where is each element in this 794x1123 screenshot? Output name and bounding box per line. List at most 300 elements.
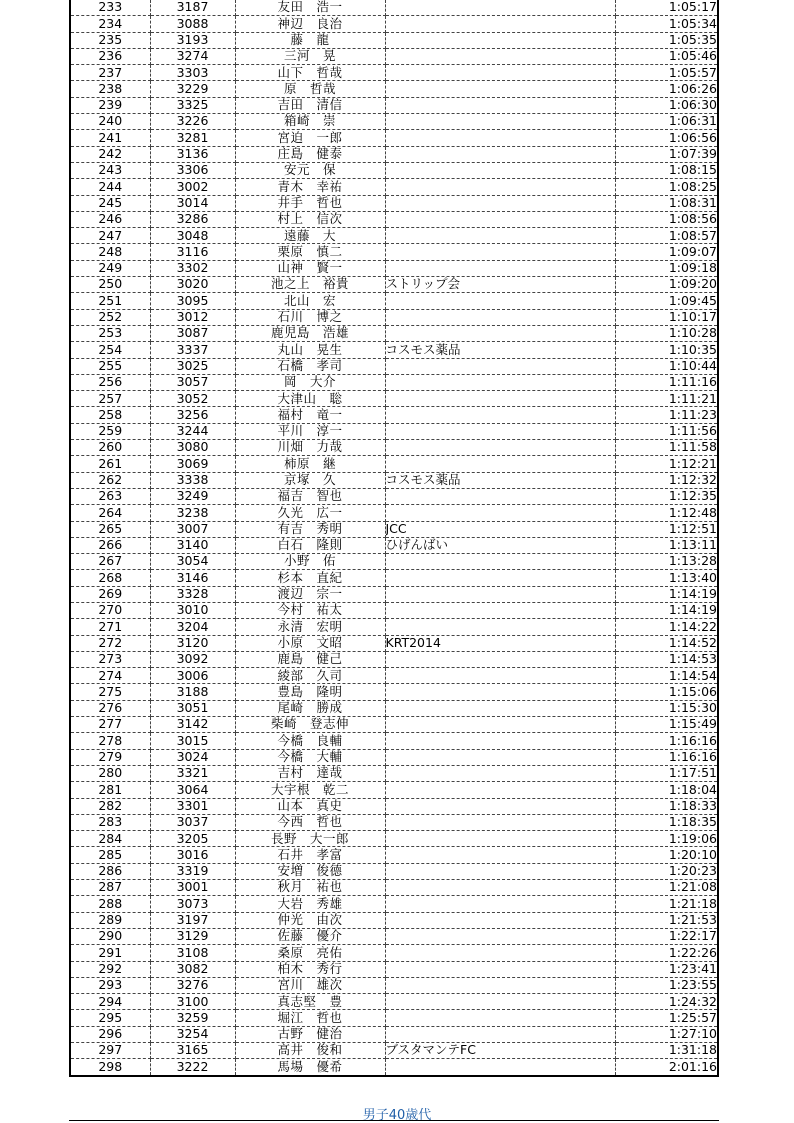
team-cell: [385, 994, 615, 1010]
team-cell: JCC: [385, 521, 615, 537]
table-row: [70, 749, 718, 765]
table-row: [70, 1026, 718, 1042]
runner-name-cell: 堀江 哲也: [235, 1010, 385, 1026]
runner-name-cell: 庄島 健泰: [235, 146, 385, 162]
runner-name-cell: 永清 宏明: [235, 619, 385, 635]
finish-time-cell: 1:14:52: [615, 635, 718, 651]
team-cell: [385, 114, 615, 130]
team-cell: [385, 847, 615, 863]
finish-time-cell: 1:12:35: [615, 488, 718, 504]
bib-number-cell: 3303: [150, 65, 235, 81]
finish-time-cell: 1:13:28: [615, 554, 718, 570]
finish-time-cell: 1:05:57: [615, 65, 718, 81]
finish-time-cell: 1:10:35: [615, 342, 718, 358]
bib-number-cell: 3014: [150, 195, 235, 211]
runner-name-cell: 柏木 秀行: [235, 961, 385, 977]
finish-time-cell: 1:10:17: [615, 309, 718, 325]
finish-time-cell: 1:13:11: [615, 537, 718, 553]
team-cell: [385, 684, 615, 700]
bib-number-cell: 3238: [150, 505, 235, 521]
runner-name-cell: 安増 俊德: [235, 863, 385, 879]
finish-time-cell: 1:08:25: [615, 179, 718, 195]
bib-number-cell: 3325: [150, 97, 235, 113]
runner-name-cell: 石橋 孝司: [235, 358, 385, 374]
table-row: [70, 928, 718, 944]
rank-cell: 290: [70, 928, 150, 944]
rank-cell: 268: [70, 570, 150, 586]
team-cell: ブスタマンテFC: [385, 1043, 615, 1059]
team-cell: [385, 814, 615, 830]
team-cell: [385, 488, 615, 504]
runner-name-cell: 川畑 力哉: [235, 440, 385, 456]
team-cell: [385, 668, 615, 684]
team-cell: ストリップ会: [385, 277, 615, 293]
bib-number-cell: 3286: [150, 211, 235, 227]
rank-cell: 261: [70, 456, 150, 472]
runner-name-cell: 山神 賢一: [235, 260, 385, 276]
bib-number-cell: 3193: [150, 32, 235, 48]
finish-time-cell: 1:21:08: [615, 880, 718, 896]
team-cell: [385, 374, 615, 390]
team-cell: [385, 146, 615, 162]
finish-time-cell: 1:23:55: [615, 977, 718, 993]
rank-cell: 242: [70, 146, 150, 162]
bib-number-cell: 3136: [150, 146, 235, 162]
finish-time-cell: 1:11:21: [615, 391, 718, 407]
table-row: [70, 505, 718, 521]
bib-number-cell: 3016: [150, 847, 235, 863]
rank-cell: 238: [70, 81, 150, 97]
rank-cell: 280: [70, 765, 150, 781]
table-row: [70, 244, 718, 260]
table-row: [70, 586, 718, 602]
finish-time-cell: 1:14:22: [615, 619, 718, 635]
table-row: [70, 977, 718, 993]
bib-number-cell: 3188: [150, 684, 235, 700]
table-row: [70, 407, 718, 423]
bib-number-cell: 3087: [150, 325, 235, 341]
runner-name-cell: 井手 哲也: [235, 195, 385, 211]
table-row: [70, 472, 718, 488]
team-cell: [385, 765, 615, 781]
runner-name-cell: 友田 浩一: [235, 0, 385, 16]
finish-time-cell: 1:11:16: [615, 374, 718, 390]
team-cell: [385, 651, 615, 667]
team-cell: [385, 586, 615, 602]
team-cell: [385, 798, 615, 814]
table-row: [70, 423, 718, 439]
rank-cell: 243: [70, 162, 150, 178]
table-row: [70, 32, 718, 48]
team-cell: [385, 912, 615, 928]
runner-name-cell: 馬場 優希: [235, 1059, 385, 1076]
rank-cell: 236: [70, 48, 150, 64]
runner-name-cell: 遠藤 大: [235, 228, 385, 244]
finish-time-cell: 1:21:18: [615, 896, 718, 912]
bib-number-cell: 3205: [150, 831, 235, 847]
bib-number-cell: 3256: [150, 407, 235, 423]
runner-name-cell: 今橋 良輔: [235, 733, 385, 749]
team-cell: [385, 228, 615, 244]
runner-name-cell: 白石 隆則: [235, 537, 385, 553]
finish-time-cell: 2:01:16: [615, 1059, 718, 1076]
rank-cell: 277: [70, 717, 150, 733]
finish-time-cell: 1:09:18: [615, 260, 718, 276]
finish-time-cell: 1:27:10: [615, 1026, 718, 1042]
runner-name-cell: 今村 祐太: [235, 602, 385, 618]
rank-cell: 271: [70, 619, 150, 635]
team-cell: [385, 407, 615, 423]
rank-cell: 272: [70, 635, 150, 651]
team-cell: [385, 423, 615, 439]
runner-name-cell: 三河 晃: [235, 48, 385, 64]
table-row: [70, 782, 718, 798]
team-cell: [385, 16, 615, 32]
finish-time-cell: 1:06:31: [615, 114, 718, 130]
table-row: [70, 521, 718, 537]
finish-time-cell: 1:08:57: [615, 228, 718, 244]
table-row: [70, 880, 718, 896]
runner-name-cell: 柴崎 登志伸: [235, 717, 385, 733]
finish-time-cell: 1:24:32: [615, 994, 718, 1010]
runner-name-cell: 渡辺 宗一: [235, 586, 385, 602]
rank-cell: 250: [70, 277, 150, 293]
runner-name-cell: 杉本 直紀: [235, 570, 385, 586]
runner-name-cell: 平川 淳一: [235, 423, 385, 439]
bib-number-cell: 3129: [150, 928, 235, 944]
table-row: [70, 994, 718, 1010]
runner-name-cell: 安元 保: [235, 162, 385, 178]
finish-time-cell: 1:18:04: [615, 782, 718, 798]
finish-time-cell: 1:05:35: [615, 32, 718, 48]
runner-name-cell: 今西 哲也: [235, 814, 385, 830]
finish-time-cell: 1:14:19: [615, 602, 718, 618]
table-row: [70, 456, 718, 472]
bib-number-cell: 3321: [150, 765, 235, 781]
rank-cell: 254: [70, 342, 150, 358]
rank-cell: 282: [70, 798, 150, 814]
bib-number-cell: 3259: [150, 1010, 235, 1026]
finish-time-cell: 1:05:34: [615, 16, 718, 32]
table-row: [70, 81, 718, 97]
rank-cell: 284: [70, 831, 150, 847]
runner-name-cell: 綾部 久司: [235, 668, 385, 684]
table-row: [70, 65, 718, 81]
bib-number-cell: 3222: [150, 1059, 235, 1076]
table-row: [70, 945, 718, 961]
bib-number-cell: 3146: [150, 570, 235, 586]
table-row: [70, 1059, 718, 1076]
table-row: [70, 48, 718, 64]
finish-time-cell: 1:14:54: [615, 668, 718, 684]
runner-name-cell: 真志堅 豊: [235, 994, 385, 1010]
team-cell: [385, 48, 615, 64]
table-row: [70, 440, 718, 456]
bib-number-cell: 3064: [150, 782, 235, 798]
team-cell: [385, 863, 615, 879]
table-row: [70, 16, 718, 32]
runner-name-cell: 箱崎 崇: [235, 114, 385, 130]
results-table: [69, 0, 719, 1077]
finish-time-cell: 1:21:53: [615, 912, 718, 928]
finish-time-cell: 1:17:51: [615, 765, 718, 781]
table-row: [70, 391, 718, 407]
category-title: 男子40歳代: [362, 1108, 432, 1123]
finish-time-cell: 1:10:28: [615, 325, 718, 341]
bib-number-cell: 3080: [150, 440, 235, 456]
rank-cell: 233: [70, 0, 150, 16]
finish-time-cell: 1:12:48: [615, 505, 718, 521]
table-row: [70, 733, 718, 749]
runner-name-cell: 有吉 秀明: [235, 521, 385, 537]
team-cell: [385, 831, 615, 847]
bib-number-cell: 3082: [150, 961, 235, 977]
team-cell: [385, 749, 615, 765]
rank-cell: 258: [70, 407, 150, 423]
rank-cell: 253: [70, 325, 150, 341]
rank-cell: 285: [70, 847, 150, 863]
rank-cell: 275: [70, 684, 150, 700]
table-row: [70, 179, 718, 195]
runner-name-cell: 京塚 久: [235, 472, 385, 488]
bib-number-cell: 3073: [150, 896, 235, 912]
rank-cell: 288: [70, 896, 150, 912]
bib-number-cell: 3276: [150, 977, 235, 993]
rank-cell: 297: [70, 1043, 150, 1059]
finish-time-cell: 1:11:56: [615, 423, 718, 439]
bib-number-cell: 3337: [150, 342, 235, 358]
table-row: [70, 342, 718, 358]
finish-time-cell: 1:08:31: [615, 195, 718, 211]
bib-number-cell: 3054: [150, 554, 235, 570]
bib-number-cell: 3249: [150, 488, 235, 504]
team-cell: [385, 309, 615, 325]
bib-number-cell: 3010: [150, 602, 235, 618]
finish-time-cell: 1:22:26: [615, 945, 718, 961]
rank-cell: 269: [70, 586, 150, 602]
runner-name-cell: 原 哲哉: [235, 81, 385, 97]
runner-name-cell: 仲光 由次: [235, 912, 385, 928]
bib-number-cell: 3120: [150, 635, 235, 651]
runner-name-cell: 小原 文昭: [235, 635, 385, 651]
bib-number-cell: 3319: [150, 863, 235, 879]
rank-cell: 248: [70, 244, 150, 260]
team-cell: [385, 570, 615, 586]
finish-time-cell: 1:22:17: [615, 928, 718, 944]
finish-time-cell: 1:23:41: [615, 961, 718, 977]
bib-number-cell: 3095: [150, 293, 235, 309]
team-cell: [385, 244, 615, 260]
table-row: [70, 228, 718, 244]
rank-cell: 235: [70, 32, 150, 48]
rank-cell: 244: [70, 179, 150, 195]
team-cell: [385, 81, 615, 97]
table-row: [70, 651, 718, 667]
table-row: [70, 374, 718, 390]
table-row: [70, 211, 718, 227]
table-row: [70, 700, 718, 716]
team-cell: [385, 896, 615, 912]
rank-cell: 247: [70, 228, 150, 244]
rank-cell: 252: [70, 309, 150, 325]
rank-cell: 267: [70, 554, 150, 570]
rank-cell: 294: [70, 994, 150, 1010]
runner-name-cell: 鹿児島 浩雄: [235, 325, 385, 341]
rank-cell: 287: [70, 880, 150, 896]
rank-cell: 273: [70, 651, 150, 667]
runner-name-cell: 吉田 清信: [235, 97, 385, 113]
bib-number-cell: 3302: [150, 260, 235, 276]
rank-cell: 265: [70, 521, 150, 537]
rank-cell: 260: [70, 440, 150, 456]
team-cell: コスモス薬品: [385, 342, 615, 358]
rank-cell: 293: [70, 977, 150, 993]
rank-cell: 237: [70, 65, 150, 81]
team-cell: [385, 179, 615, 195]
finish-time-cell: 1:18:33: [615, 798, 718, 814]
rank-cell: 276: [70, 700, 150, 716]
team-cell: [385, 32, 615, 48]
team-cell: [385, 733, 615, 749]
finish-time-cell: 1:06:30: [615, 97, 718, 113]
finish-time-cell: 1:16:16: [615, 749, 718, 765]
runner-name-cell: 久光 広一: [235, 505, 385, 521]
bib-number-cell: 3108: [150, 945, 235, 961]
rank-cell: 239: [70, 97, 150, 113]
finish-time-cell: 1:09:07: [615, 244, 718, 260]
finish-time-cell: 1:05:46: [615, 48, 718, 64]
rank-cell: 283: [70, 814, 150, 830]
team-cell: [385, 700, 615, 716]
runner-name-cell: 山下 哲哉: [235, 65, 385, 81]
rank-cell: 281: [70, 782, 150, 798]
table-row: [70, 847, 718, 863]
table-row: [70, 814, 718, 830]
rank-cell: 286: [70, 863, 150, 879]
rank-cell: 296: [70, 1026, 150, 1042]
runner-name-cell: 石井 孝富: [235, 847, 385, 863]
finish-time-cell: 1:09:45: [615, 293, 718, 309]
runner-name-cell: 池之上 裕貴: [235, 277, 385, 293]
finish-time-cell: 1:15:49: [615, 717, 718, 733]
runner-name-cell: 大岩 秀雄: [235, 896, 385, 912]
runner-name-cell: 藤 龍: [235, 32, 385, 48]
team-cell: [385, 880, 615, 896]
finish-time-cell: 1:25:57: [615, 1010, 718, 1026]
team-cell: [385, 293, 615, 309]
rank-cell: 279: [70, 749, 150, 765]
table-row: [70, 798, 718, 814]
bib-number-cell: 3281: [150, 130, 235, 146]
rank-cell: 263: [70, 488, 150, 504]
rank-cell: 251: [70, 293, 150, 309]
team-cell: [385, 505, 615, 521]
finish-time-cell: 1:06:56: [615, 130, 718, 146]
finish-time-cell: 1:12:21: [615, 456, 718, 472]
bib-number-cell: 3025: [150, 358, 235, 374]
rank-cell: 256: [70, 374, 150, 390]
table-row: [70, 146, 718, 162]
table-row: [70, 896, 718, 912]
bib-number-cell: 3140: [150, 537, 235, 553]
table-row: [70, 831, 718, 847]
table-row: [70, 277, 718, 293]
team-cell: [385, 260, 615, 276]
rank-cell: 246: [70, 211, 150, 227]
runner-name-cell: 古野 健治: [235, 1026, 385, 1042]
team-cell: [385, 195, 615, 211]
bib-number-cell: 3052: [150, 391, 235, 407]
bib-number-cell: 3165: [150, 1043, 235, 1059]
bib-number-cell: 3007: [150, 521, 235, 537]
team-cell: [385, 211, 615, 227]
bib-number-cell: 3048: [150, 228, 235, 244]
bib-number-cell: 3069: [150, 456, 235, 472]
bib-number-cell: 3092: [150, 651, 235, 667]
team-cell: [385, 1059, 615, 1076]
table-row: [70, 162, 718, 178]
bib-number-cell: 3088: [150, 16, 235, 32]
rank-cell: 274: [70, 668, 150, 684]
runner-name-cell: 尾崎 勝成: [235, 700, 385, 716]
team-cell: [385, 928, 615, 944]
table-row: [70, 1043, 718, 1059]
runner-name-cell: 宮迫 一郎: [235, 130, 385, 146]
team-cell: [385, 440, 615, 456]
finish-time-cell: 1:19:06: [615, 831, 718, 847]
finish-time-cell: 1:08:15: [615, 162, 718, 178]
bib-number-cell: 3187: [150, 0, 235, 16]
team-cell: [385, 0, 615, 16]
finish-time-cell: 1:12:51: [615, 521, 718, 537]
runner-name-cell: 栗原 慎二: [235, 244, 385, 260]
team-cell: [385, 358, 615, 374]
bib-number-cell: 3274: [150, 48, 235, 64]
finish-time-cell: 1:18:35: [615, 814, 718, 830]
team-cell: [385, 619, 615, 635]
bib-number-cell: 3328: [150, 586, 235, 602]
rank-cell: 295: [70, 1010, 150, 1026]
runner-name-cell: 鹿島 健己: [235, 651, 385, 667]
runner-name-cell: 宮川 雄次: [235, 977, 385, 993]
team-cell: [385, 945, 615, 961]
finish-time-cell: 1:31:18: [615, 1043, 718, 1059]
finish-time-cell: 1:14:53: [615, 651, 718, 667]
finish-time-cell: 1:11:23: [615, 407, 718, 423]
runner-name-cell: 長野 大一郎: [235, 831, 385, 847]
runner-name-cell: 岡 大介: [235, 374, 385, 390]
runner-name-cell: 丸山 晃生: [235, 342, 385, 358]
table-row: [70, 309, 718, 325]
finish-time-cell: 1:09:20: [615, 277, 718, 293]
rank-cell: 259: [70, 423, 150, 439]
bib-number-cell: 3197: [150, 912, 235, 928]
rank-cell: 241: [70, 130, 150, 146]
bib-number-cell: 3204: [150, 619, 235, 635]
runner-name-cell: 北山 宏: [235, 293, 385, 309]
team-cell: [385, 391, 615, 407]
table-row: [70, 668, 718, 684]
bib-number-cell: 3254: [150, 1026, 235, 1042]
rank-cell: 234: [70, 16, 150, 32]
finish-time-cell: 1:08:56: [615, 211, 718, 227]
team-cell: [385, 717, 615, 733]
team-cell: [385, 162, 615, 178]
results-body: [70, 0, 718, 1076]
rank-cell: 257: [70, 391, 150, 407]
runner-name-cell: 柿原 継: [235, 456, 385, 472]
table-row: [70, 554, 718, 570]
